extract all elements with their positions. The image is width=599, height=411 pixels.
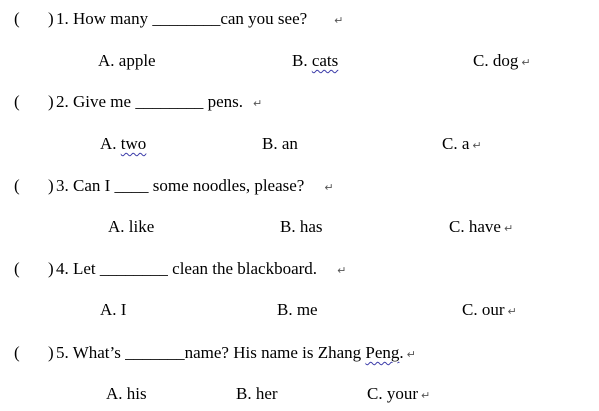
option-b: B. her — [236, 384, 278, 403]
answer-paren-open: ( — [14, 176, 20, 195]
option-a: A. like — [108, 217, 155, 236]
answer-paren-close: ) — [48, 9, 54, 28]
paragraph-mark-icon: ↵ — [334, 14, 344, 27]
option-c: C. your ↵ — [367, 384, 431, 403]
option-c: C. dog ↵ — [473, 51, 531, 70]
paragraph-mark-icon: ↵ — [337, 264, 347, 277]
question-text: 4. Let ________ clean the blackboard. ↵ — [56, 259, 347, 278]
option-a: A. two — [100, 134, 147, 153]
answer-paren-close: ) — [48, 176, 54, 195]
answer-paren-close: ) — [48, 92, 54, 111]
answer-paren-open: ( — [14, 92, 20, 111]
paragraph-mark-icon: ↵ — [252, 97, 263, 110]
option-b: B. cats — [292, 51, 339, 70]
option-c: C. have ↵ — [449, 217, 514, 236]
paragraph-mark-icon: ↵ — [503, 222, 514, 235]
answer-paren-open: ( — [14, 9, 20, 28]
question-text: 3. Can I ____ some noodles, please? ↵ — [56, 176, 334, 195]
paragraph-mark-icon: ↵ — [406, 348, 416, 361]
option-a: A. apple — [98, 51, 156, 70]
answer-paren-close: ) — [48, 259, 54, 278]
option-b: B. an — [262, 134, 298, 153]
paragraph-mark-icon: ↵ — [521, 56, 531, 69]
question-text: 1. How many ________can you see? ↵ — [56, 9, 344, 28]
paragraph-mark-icon: ↵ — [324, 181, 334, 194]
paragraph-mark-icon: ↵ — [507, 305, 517, 318]
option-a: A. his — [106, 384, 147, 403]
answer-paren-close: ) — [48, 343, 54, 362]
option-a: A. I — [100, 300, 127, 319]
paragraph-mark-icon: ↵ — [472, 139, 482, 152]
option-b: B. me — [277, 300, 318, 319]
answer-paren-open: ( — [14, 343, 20, 362]
answer-paren-open: ( — [14, 259, 20, 278]
paragraph-mark-icon: ↵ — [421, 389, 431, 402]
option-b: B. has — [280, 217, 323, 236]
question-text: 5. What’s _______name? His name is Zhang Peng. ↵ — [56, 343, 416, 362]
option-c: C. a ↵ — [442, 134, 482, 153]
question-text: 2. Give me ________ pens. ↵ — [56, 92, 263, 111]
option-c: C. our ↵ — [462, 300, 517, 319]
